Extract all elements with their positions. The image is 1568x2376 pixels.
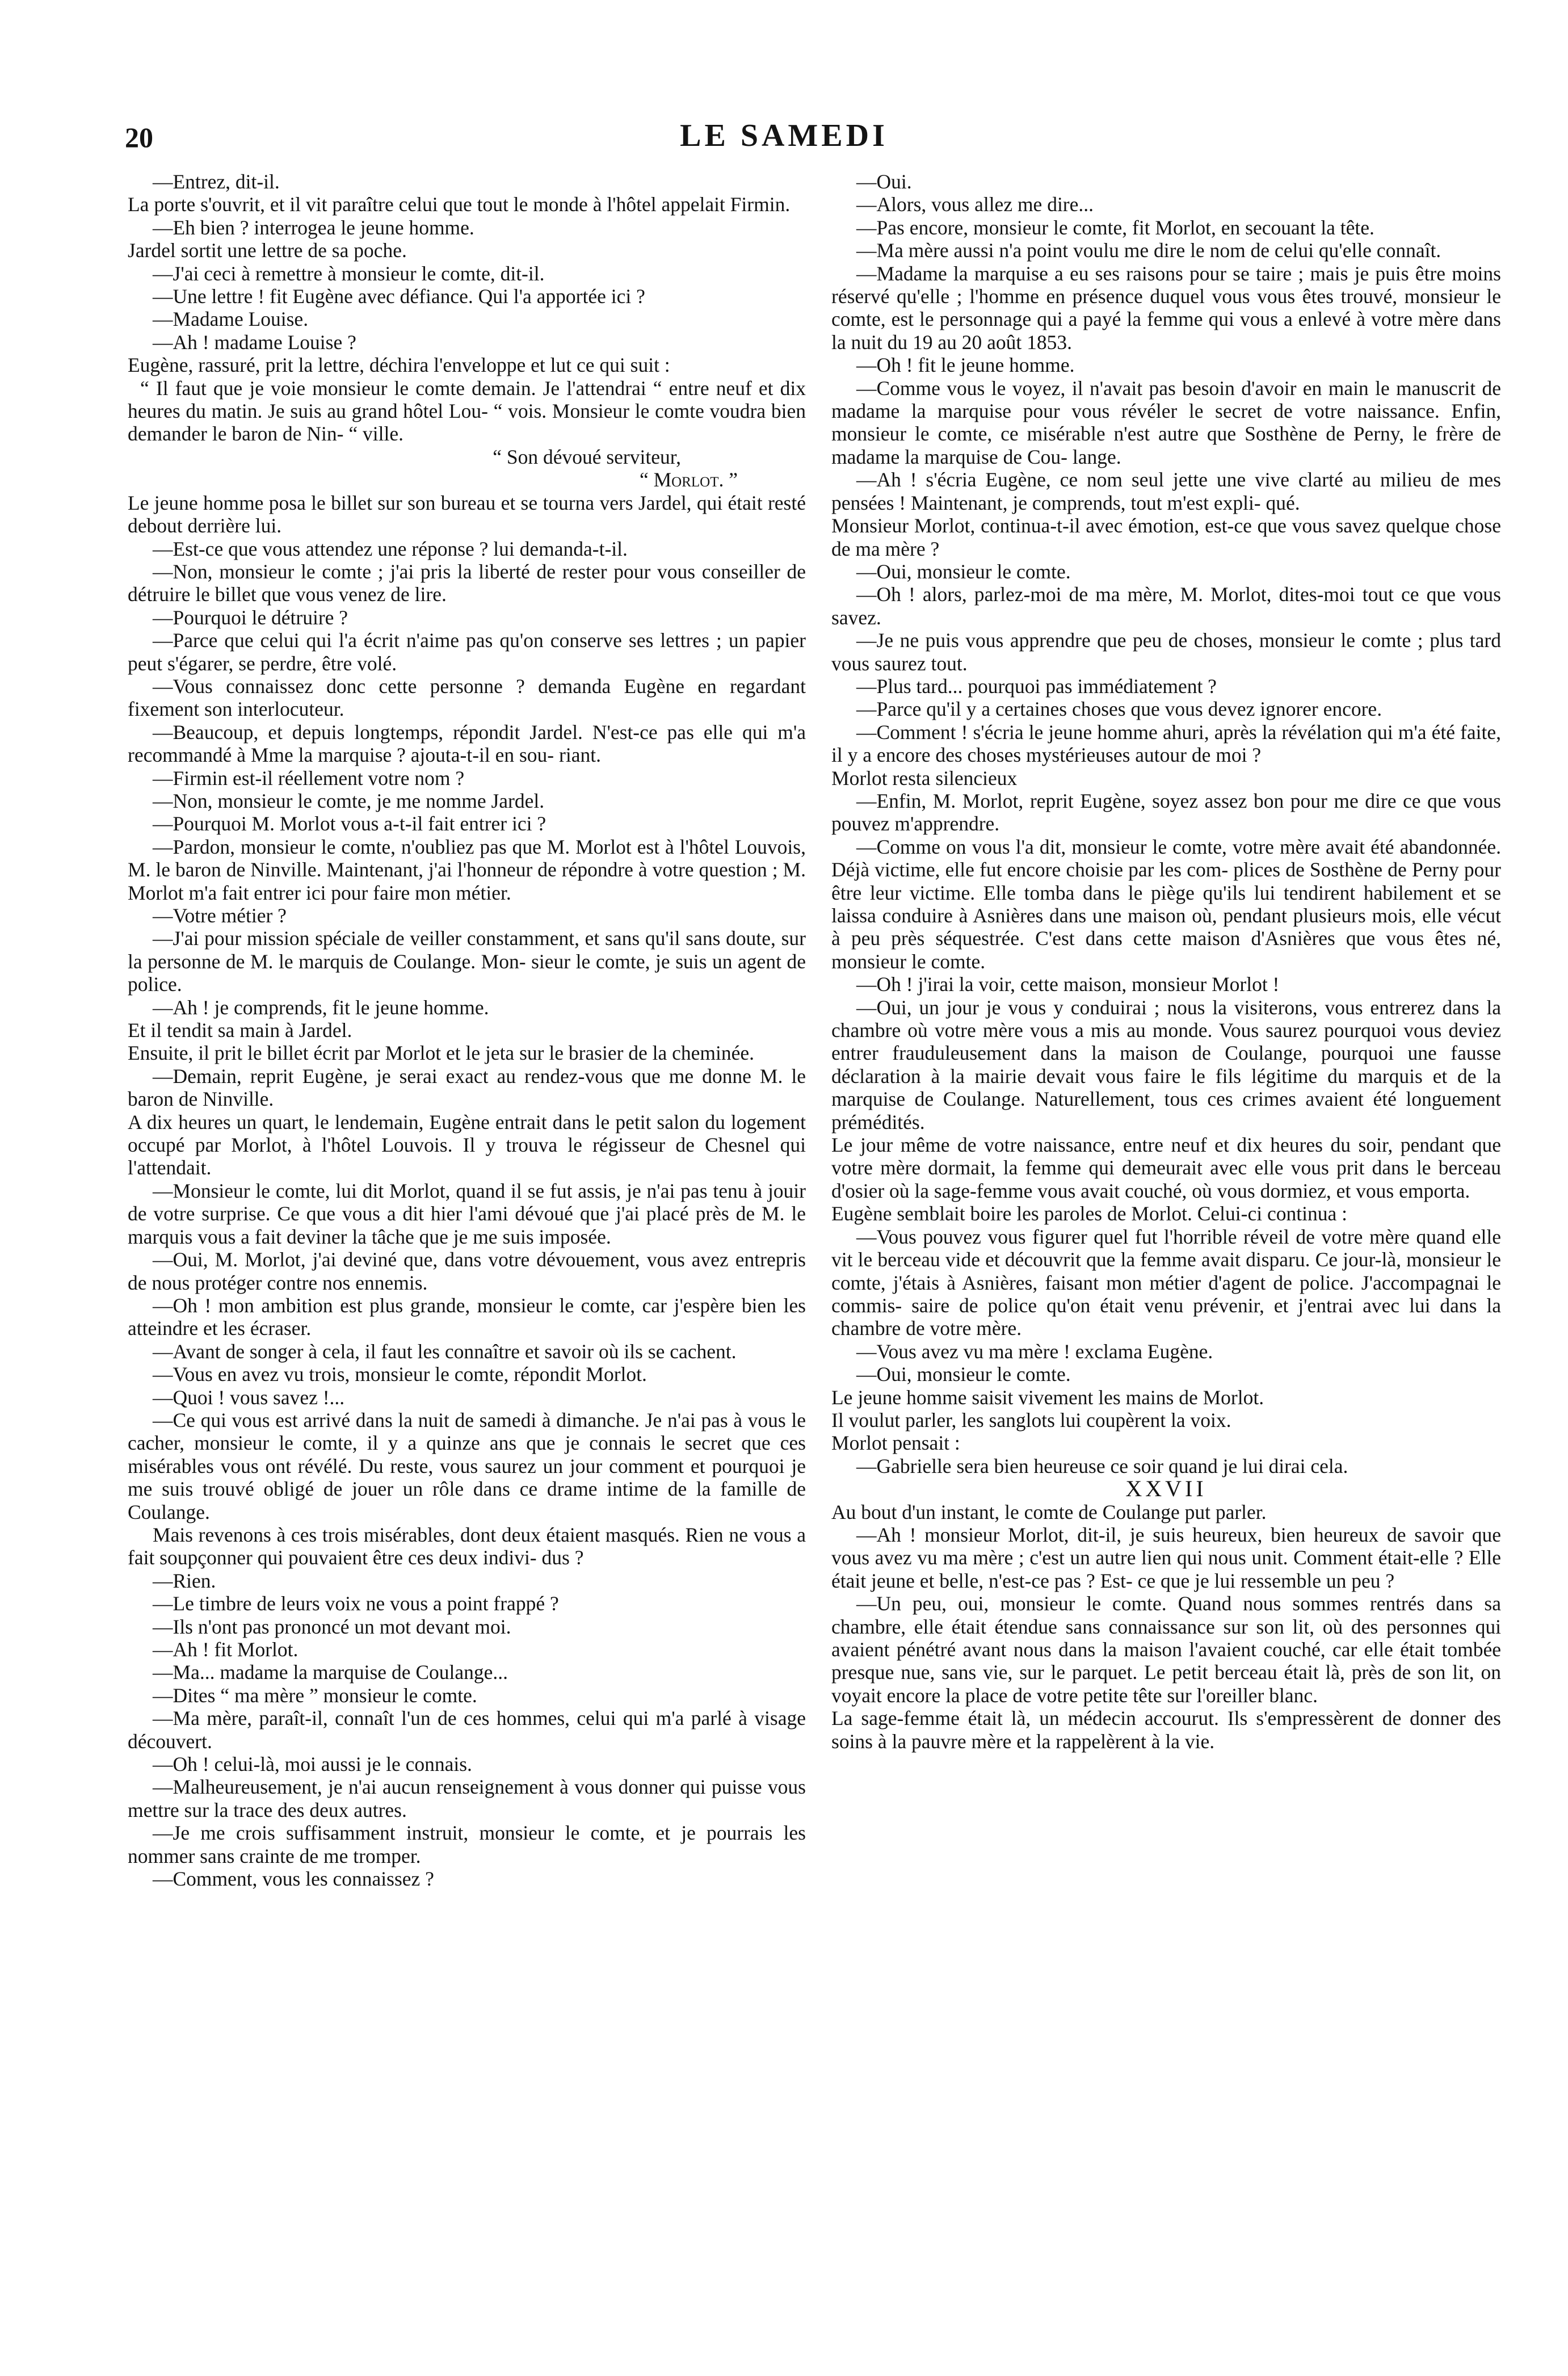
paragraph: —Oui, monsieur le comte. [856, 1363, 1071, 1386]
paragraph: —Ah ! je comprends, fit le jeune homme. [153, 996, 489, 1019]
paragraph: —Malheureusement, je n'ai aucun renseignement à vous donner qui puisse vous mettre sur la trace des deux autres. [128, 1775, 806, 1821]
paragraph: —Alors, vous allez me dire... [856, 193, 1094, 216]
paragraph: —Vous avez vu ma mère ! exclama Eugène. [856, 1340, 1213, 1363]
paragraph: —Pas encore, monsieur le comte, fit Morlot, en secouant la tête. [856, 216, 1374, 239]
paragraph: Il voulut parler, les sanglots lui coupèrent la voix. [831, 1408, 1231, 1432]
paragraph: —Ma mère aussi n'a point voulu me dire le nom de celui qu'elle connaît. [856, 239, 1441, 262]
letter-closing: “ Son dévoué serviteur, [493, 445, 681, 468]
paragraph: Le jeune homme saisit vivement les mains de Morlot. [831, 1386, 1264, 1409]
paragraph: —Ma mère, paraît-il, connaît l'un de ces hommes, celui qui m'a parlé à visage découvert. [128, 1707, 806, 1753]
paragraph: —Beaucoup, et depuis longtemps, répondit Jardel. N'est-ce pas elle qui m'a recommandé à Mme la marquise ? ajouta-t-il en sou- riant. [128, 720, 806, 767]
quoted-letter: “ Il faut que je voie monsieur le comte demain. Je l'attendrai “ entre neuf et dix heures du matin. Je suis au grand hôtel Lou- “ vois. Monsieur le comte voudra bien demander le baron de Nin- “ ville. [128, 376, 806, 446]
journal-title: LE SAMEDI [680, 118, 888, 153]
paragraph: —Firmin est-il réellement votre nom ? [153, 766, 465, 790]
paragraph: —Avant de songer à cela, il faut les connaître et savoir où ils se cachent. [153, 1340, 737, 1363]
paragraph: —Oui. [856, 170, 912, 193]
paragraph: —Ah ! s'écria Eugène, ce nom seul jette une vive clarté au milieu de mes pensées ! Maintenant, je comprends, tout m'est expli- qué. [831, 468, 1501, 514]
paragraph: —Demain, reprit Eugène, je serai exact au rendez-vous que me donne M. le baron de Ninville. [128, 1064, 806, 1111]
paragraph: —Quoi ! vous savez !... [153, 1386, 345, 1409]
letter-signature: “ Morlot. ” [639, 468, 738, 492]
paragraph: —Le timbre de leurs voix ne vous a point frappé ? [153, 1592, 559, 1615]
paragraph: —Oui, un jour je vous y conduirai ; nous la visiterons, vous entrerez dans la chambre où votre mère vous a mis au monde. Vous saurez pourquoi vous deviez entrer frauduleusement dans la maison de Coulange, pourquoi une fausse déclaration à la mairie devait vous faire le fils légitime du marquis et de la marquise de Coulange. Naturellement, tous ces crimes avaient été longuement prémédités. [831, 996, 1501, 1134]
paragraph: Morlot pensait : [831, 1432, 960, 1455]
paragraph: —Vous pouvez vous figurer quel fut l'horrible réveil de votre mère quand elle vit le berceau vide et découvrit que la femme avait disparu. Ce jour-là, monsieur le comte, j'étais à Asnières, faisant mon métier d'agent de police. J'accompagnai le commis- saire de police qu'on était venu prévenir, et j'entrai avec lui dans la chambre de votre mère. [831, 1225, 1501, 1340]
paragraph: —Oh ! j'irai la voir, cette maison, monsieur Morlot ! [856, 973, 1280, 996]
paragraph: —Ma... madame la marquise de Coulange... [153, 1661, 508, 1684]
paragraph: La porte s'ouvrit, et il vit paraître celui que tout le monde à l'hôtel appelait Firmin. [128, 193, 791, 216]
paragraph: —Pourquoi le détruire ? [153, 606, 348, 629]
paragraph: —Votre métier ? [153, 904, 287, 927]
paragraph: Morlot resta silencieux [831, 766, 1018, 790]
paragraph: —Pourquoi M. Morlot vous a-t-il fait entrer ici ? [153, 812, 547, 836]
chapter-heading: XXVII [1125, 1476, 1207, 1502]
paragraph: —Parce que celui qui l'a écrit n'aime pas qu'on conserve ses lettres ; un papier peut s'égarer, se perdre, être volé. [128, 629, 806, 675]
paragraph: —Parce qu'il y a certaines choses que vous devez ignorer encore. [856, 698, 1382, 721]
paragraph: —Ah ! monsieur Morlot, dit-il, je suis heureux, bien heureux de savoir que vous avez vu ma mère ; c'est un autre lien qui nous unit. Comment était-elle ? Elle était jeune et belle, n'est-ce pas ? Est- ce que je lui ressemble un peu ? [831, 1523, 1501, 1592]
paragraph: Jardel sortit une lettre de sa poche. [128, 239, 407, 262]
paragraph: Et il tendit sa main à Jardel. [128, 1019, 352, 1042]
paragraph: —Entrez, dit-il. [153, 170, 280, 193]
paragraph: Le jour même de votre naissance, entre neuf et dix heures du soir, pendant que votre mère dormait, la femme qui demeurait avec elle vous prit dans le berceau d'osier où la sage-femme vous avait couché, où vous dormiez, et vous emporta. [831, 1134, 1501, 1202]
paragraph: —J'ai ceci à remettre à monsieur le comte, dit-il. [153, 262, 545, 285]
paragraph: —Ils n'ont pas prononcé un mot devant moi. [153, 1615, 511, 1638]
paragraph: —Oui, M. Morlot, j'ai deviné que, dans votre dévouement, vous avez entrepris de nous protéger contre nos ennemis. [128, 1248, 806, 1294]
paragraph: —Une lettre ! fit Eugène avec défiance. Qui l'a apportée ici ? [153, 285, 645, 308]
paragraph: —Non, monsieur le comte, je me nomme Jardel. [153, 789, 545, 812]
paragraph: —Pardon, monsieur le comte, n'oubliez pas que M. Morlot est à l'hôtel Louvois, M. le baron de Ninville. Maintenant, j'ai l'honneur de répondre à votre question ; M. Morlot m'a fait entrer ici pour faire mon métier. [128, 835, 806, 904]
paragraph: —Comment ! s'écria le jeune homme ahuri, après la révélation qui m'a été faite, il y a encore des choses mystérieuses autour de moi ? [831, 720, 1501, 767]
paragraph: Monsieur Morlot, continua-t-il avec émotion, est-ce que vous savez quelque chose de ma mère ? [831, 514, 1501, 560]
paragraph: —Madame la marquise a eu ses raisons pour se taire ; mais je puis être moins réservé qu'elle ; l'homme en présence duquel vous vous êtes trouvé, monsieur le comte, est le personnage qui a payé la femme qui vous a enlevé à votre mère dans la nuit du 19 au 20 août 1853. [831, 262, 1501, 354]
paragraph: Au bout d'un instant, le comte de Coulange put parler. [831, 1500, 1267, 1523]
paragraph: —Oh ! fit le jeune homme. [856, 354, 1075, 377]
paragraph: —Est-ce que vous attendez une réponse ? lui demanda-t-il. [153, 537, 628, 560]
paragraph: Le jeune homme posa le billet sur son bureau et se tourna vers Jardel, qui était resté debout derrière lui. [128, 491, 806, 538]
paragraph: —Comme vous le voyez, il n'avait pas besoin d'avoir en main le manuscrit de madame la marquise pour vous révéler le secret de votre naissance. Enfin, monsieur le comte, ce misérable n'est autre que Sosthène de Perny, le frère de madame la marquise de Cou- lange. [831, 376, 1501, 468]
paragraph: La sage-femme était là, un médecin accourut. Ils s'empressèrent de donner des soins à la pauvre mère et la rappelèrent à la vie. [831, 1707, 1501, 1753]
paragraph: —Oh ! alors, parlez-moi de ma mère, M. Morlot, dites-moi tout ce que vous savez. [831, 583, 1501, 629]
paragraph: —Oh ! mon ambition est plus grande, monsieur le comte, car j'espère bien les atteindre et les écraser. [128, 1294, 806, 1340]
paragraph: —Dites “ ma mère ” monsieur le comte. [153, 1684, 477, 1707]
paragraph: —Eh bien ? interrogea le jeune homme. [153, 216, 474, 239]
paragraph: —Monsieur le comte, lui dit Morlot, quand il se fut assis, je n'ai pas tenu à jouir de votre surprise. Ce que vous a dit hier l'ami dévoué que j'ai placé près de M. le marquis vous a fait deviner la tâche que je me suis imposée. [128, 1179, 806, 1248]
paragraph: —Ce qui vous est arrivé dans la nuit de samedi à dimanche. Je n'ai pas à vous le cacher, monsieur le comte, il y a quinze ans que je connais le secret que ces misérables vous ont révélé. Du reste, vous saurez un jour comment et pourquoi je me suis trouvé obligé de jouer un rôle dans ce drame intime de la famille de Coulange. [128, 1408, 806, 1523]
paragraph: —Gabrielle sera bien heureuse ce soir quand je lui dirai cela. [856, 1454, 1348, 1477]
paragraph: —Non, monsieur le comte ; j'ai pris la liberté de rester pour vous conseiller de détruire le billet que vous venez de lire. [128, 560, 806, 606]
paragraph: —Plus tard... pourquoi pas immédiatement ? [856, 674, 1217, 698]
paragraph: —J'ai pour mission spéciale de veiller constamment, et sans qu'il sans doute, sur la personne de M. le marquis de Coulange. Mon- sieur le comte, je suis un agent de police. [128, 927, 806, 996]
paragraph: —Un peu, oui, monsieur le comte. Quand nous sommes rentrés dans sa chambre, elle était étendue sans connaissance sur son lit, où des personnes qui avaient pénétré avant nous dans la maison l'avaient couché, car elle était tombée presque nue, sans vie, sur le parquet. Le petit berceau était là, près de son lit, on voyait encore la place de votre petite tête sur l'oreiller blanc. [831, 1592, 1501, 1707]
paragraph: Eugène semblait boire les paroles de Morlot. Celui-ci continua : [831, 1202, 1347, 1225]
paragraph: —Comme on vous l'a dit, monsieur le comte, votre mère avait été abandonnée. Déjà victime, elle fut encore choisie par les com- plices de Sosthène de Perny pour être leur victime. Elle tomba dans le piège qu'ils lui tendirent habilement et se laissa conduire à Asnières dans une maison où, pendant plusieurs mois, elle vécut à peu près séquestrée. C'est dans cette maison d'Asnières que vous êtes né, monsieur le comte. [831, 835, 1501, 973]
right-column [831, 170, 1501, 1753]
paragraph: —Oui, monsieur le comte. [856, 560, 1071, 583]
paragraph: —Je ne puis vous apprendre que peu de choses, monsieur le comte ; plus tard vous saurez tout. [831, 629, 1501, 675]
paragraph: —Vous connaissez donc cette personne ? demanda Eugène en regardant fixement son interlocuteur. [128, 674, 806, 721]
page-number: 20 [125, 121, 153, 153]
left-column [128, 170, 806, 1890]
paragraph: —Rien. [153, 1569, 216, 1592]
paragraph: —Madame Louise. [153, 308, 309, 331]
paragraph: —Ah ! madame Louise ? [153, 330, 356, 354]
paragraph: —Oh ! celui-là, moi aussi je le connais. [153, 1753, 472, 1776]
paragraph: —Ah ! fit Morlot. [153, 1638, 299, 1661]
paragraph: —Vous en avez vu trois, monsieur le comte, répondit Morlot. [153, 1363, 647, 1386]
paragraph: —Je me crois suffisamment instruit, monsieur le comte, et je pourrais les nommer sans crainte de me tromper. [128, 1821, 806, 1867]
paragraph: Eugène, rassuré, prit la lettre, déchira l'enveloppe et lut ce qui suit : [128, 354, 670, 377]
paragraph: Mais revenons à ces trois misérables, dont deux étaient masqués. Rien ne vous a fait soupçonner qui pouvaient être ces deux indivi- dus ? [128, 1523, 806, 1569]
paragraph: A dix heures un quart, le lendemain, Eugène entrait dans le petit salon du logement occupé par Morlot, à l'hôtel Louvois. Il y trouva le régisseur de Chesnel qui l'attendait. [128, 1110, 806, 1179]
paragraph: —Enfin, M. Morlot, reprit Eugène, soyez assez bon pour me dire ce que vous pouvez m'apprendre. [831, 789, 1501, 836]
paragraph: Ensuite, il prit le billet écrit par Morlot et le jeta sur le brasier de la cheminée. [128, 1042, 755, 1065]
paragraph: —Comment, vous les connaissez ? [153, 1867, 434, 1891]
